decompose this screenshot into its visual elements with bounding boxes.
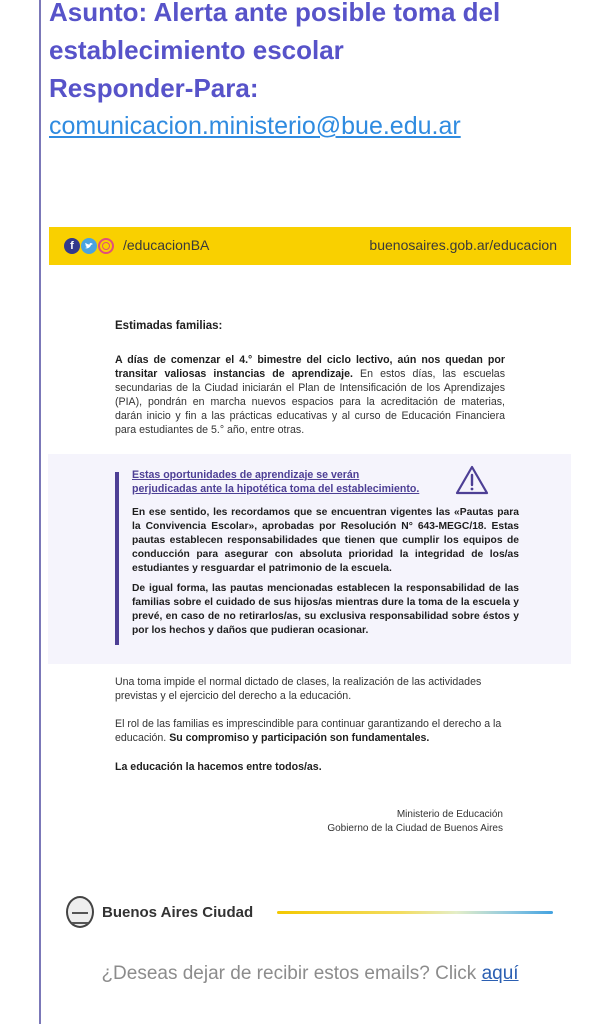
paragraph-familias [115,717,505,745]
reply-to-label: Responder-Para: [49,73,259,103]
footer-logo [66,896,253,928]
paragraph-intro-rest: En estos días, las escuelas secundarias de la Ciudad iniciarán el Plan de Intensificación de los Aprendizajes (PIA), pondrán en marcha nuevos espacios para la acreditación de materias, darán inicio y fin a las prácticas educativas y al curso de Educación Financiera para estudiantes de 5.° año, entre otras. [115,368,505,436]
signature [327,808,503,836]
header-banner [49,227,571,265]
reply-to-email-link[interactable]: comunicacion.ministerio@bue.edu.ar [49,112,461,140]
closing-line: La educación la hacemos entre todos/as. [115,761,322,773]
social-icons [64,238,114,254]
footer-logo-text: Buenos Aires Ciudad [102,903,254,921]
warning-icon [455,465,489,495]
website-link[interactable]: buenosaires.gob.ar/educacion [369,237,557,253]
paragraph-intro [115,353,505,437]
paragraph-intro-bold: A días de comenzar el 4.° bimestre del ciclo lectivo, aún nos quedan por transitar valiosas instancias de aprendizaje. [115,354,505,380]
panel-accent-bar [115,472,119,645]
unsubscribe-link[interactable]: aquí [481,963,519,984]
paragraph-familias-bold: Su compromiso y participación son fundamentales. [169,732,430,744]
email-header [49,0,604,145]
twitter-icon[interactable] [81,238,97,254]
paragraph-toma: Una toma impide el normal dictado de clases, la realización de las actividades previstas y el ejercicio del derecho a la educación. [115,676,482,702]
panel-paragraph-2: De igual forma, las pautas mencionadas establecen la responsabilidad de las familias sobre el cuidado de sus hijos/as mientras dure la toma de la escuela y prevé, en caso de no retirarlos/as, su exclusiva responsabilidad sobre éstos y por los hechos y daños que pudieran ocasionar. [132,583,519,636]
warning-panel [48,454,571,664]
panel-paragraph-1: En ese sentido, les recordamos que se encuentran vigentes las «Pautas para la Convivencia Escolar», aprobadas por Resolución N° 643-MEGC/18. Estas pautas establecen responsabilidades que tienen que cumplir los equipos de conducción para asegurar con absoluta prioridad la integridad de los/as estudiantes y resguardar el patrimonio de la escuela. [132,507,519,574]
city-seal-icon [66,896,94,928]
quote-rule [39,0,41,1024]
footer-gradient-line [277,911,553,914]
unsubscribe-prompt: ¿Deseas dejar de recibir estos emails? Click [101,963,482,984]
greeting: Estimadas familias: [115,320,223,332]
unsubscribe-text [100,960,520,988]
instagram-icon[interactable] [98,238,114,254]
signature-ministry: Ministerio de Educación [396,809,503,820]
subject-line-1: Asunto: Alerta ante posible toma del [49,0,501,27]
paragraph-familias-rest: El rol de las familias es imprescindible para continuar garantizando el derecho a la educación. [115,718,502,744]
subject-line-2: establecimiento escolar [49,35,344,65]
panel-title: Estas oportunidades de aprendizaje se verán perjudicadas ante la hipotética toma del establecimiento. [132,469,420,495]
facebook-icon[interactable]: f [64,238,80,254]
signature-government: Gobierno de la Ciudad de Buenos Aires [327,823,503,834]
social-handle[interactable]: /educacionBA [123,237,210,253]
